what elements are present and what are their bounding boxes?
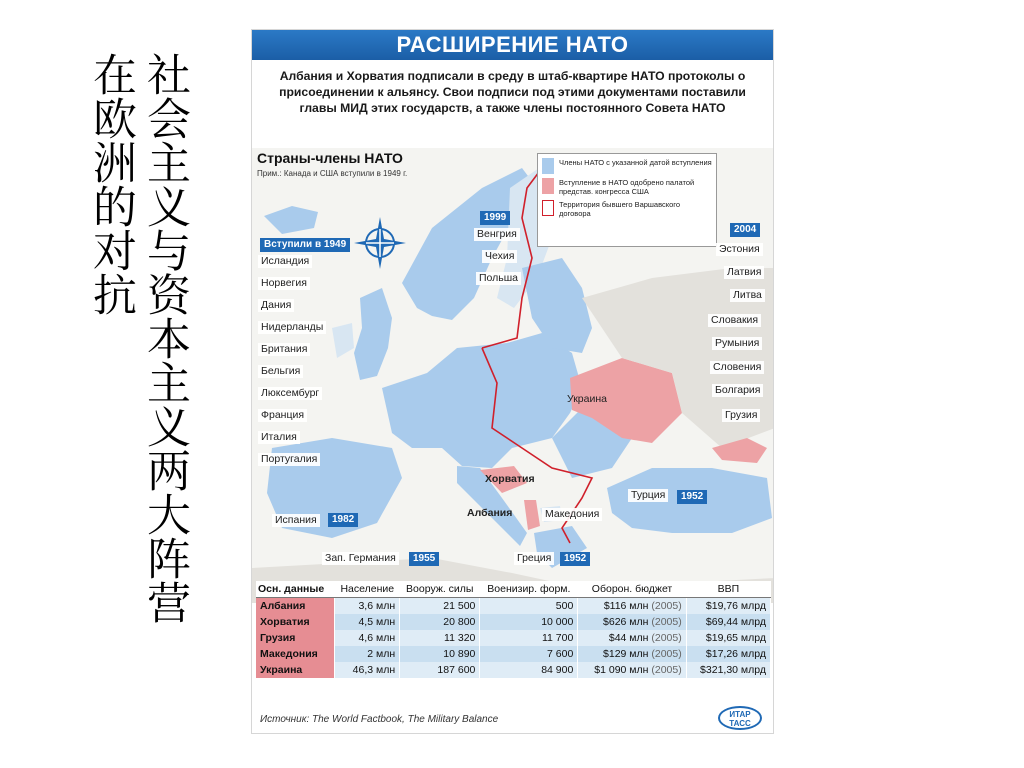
legend-label-warsaw: Территория бывшего Варшавского договора <box>559 200 681 218</box>
label-latvia: Латвия <box>724 266 764 279</box>
label-czechia: Чехия <box>482 250 517 263</box>
legend-swatch-members <box>542 158 554 174</box>
cell-paramilitary: 7 600 <box>480 646 578 662</box>
cell-population: 3,6 млн <box>335 598 400 615</box>
label-netherlands: Нидерланды <box>258 321 326 334</box>
label-bulgaria: Болгария <box>712 384 763 397</box>
label-lithuania: Литва <box>730 289 765 302</box>
label-poland: Польша <box>476 272 521 285</box>
label-estonia: Эстония <box>716 243 763 256</box>
budget-amount: $1 090 млн <box>594 664 649 676</box>
legend-label-members: Члены НАТО с указанной датой вступления <box>559 158 712 167</box>
budget-year: (2005) <box>651 600 682 612</box>
table-header: ВВП <box>686 581 770 598</box>
candidate-data-table <box>256 581 771 678</box>
label-italy: Италия <box>258 431 300 444</box>
label-portugal: Португалия <box>258 453 320 466</box>
cell-budget <box>578 614 686 630</box>
cell-country: Хорватия <box>256 614 335 630</box>
legend-label-approved: Вступление в НАТО одобрено палатой предстaв. конгресса США <box>559 178 695 196</box>
cell-country: Македония <box>256 646 335 662</box>
label-slovakia: Словакия <box>708 314 761 327</box>
badge-2004: 2004 <box>730 223 760 237</box>
table-row <box>256 646 771 662</box>
map-note: Прим.: Канада и США вступили в 1949 г. <box>257 169 408 178</box>
cell-population: 46,3 млн <box>335 662 400 678</box>
cell-population: 2 млн <box>335 646 400 662</box>
label-france: Франция <box>258 409 307 422</box>
legend-item-warsaw <box>542 200 712 218</box>
table-header: Осн. данные <box>256 581 335 598</box>
cell-paramilitary: 10 000 <box>480 614 578 630</box>
label-macedonia: Македония <box>542 508 602 521</box>
cell-budget <box>578 630 686 646</box>
budget-year: (2005) <box>651 664 682 676</box>
badge-1952-turkey: 1952 <box>677 490 707 504</box>
budget-amount: $626 млн <box>603 616 649 628</box>
badge-1982: 1982 <box>328 513 358 527</box>
table-header: Оборон. бюджет <box>578 581 686 598</box>
badge-1999: 1999 <box>480 211 510 225</box>
cell-gdp: $69,44 млрд <box>686 614 770 630</box>
cell-gdp: $17,26 млрд <box>686 646 770 662</box>
cell-population: 4,6 млн <box>335 630 400 646</box>
legend-item-approved <box>542 178 712 196</box>
cell-population: 4,5 млн <box>335 614 400 630</box>
cell-gdp: $19,76 млрд <box>686 598 770 615</box>
map-legend <box>537 153 717 247</box>
cell-budget <box>578 646 686 662</box>
cell-paramilitary: 11 700 <box>480 630 578 646</box>
label-georgia: Грузия <box>722 409 760 422</box>
budget-amount: $44 млн <box>608 632 649 644</box>
cell-forces: 21 500 <box>400 598 480 615</box>
label-denmark: Дания <box>258 299 294 312</box>
badge-1952-greece: 1952 <box>560 552 590 566</box>
table-header-row <box>256 581 771 598</box>
table-row <box>256 630 771 646</box>
label-turkey: Турция <box>628 489 668 502</box>
table-header: Вооруж. силы <box>400 581 480 598</box>
legend-item-members <box>542 158 712 174</box>
budget-year: (2005) <box>651 648 682 660</box>
nato-expansion-infographic <box>251 29 774 734</box>
cell-forces: 187 600 <box>400 662 480 678</box>
label-spain: Испания <box>272 514 320 527</box>
label-iceland: Исландия <box>258 255 312 268</box>
cell-country: Грузия <box>256 630 335 646</box>
table-row <box>256 662 771 678</box>
label-west-germany: Зап. Германия <box>322 552 399 565</box>
budget-amount: $116 млн <box>603 600 649 612</box>
badge-1955: 1955 <box>409 552 439 566</box>
label-albania: Албания <box>467 507 513 519</box>
label-slovenia: Словения <box>710 361 764 374</box>
table-row <box>256 614 771 630</box>
label-belgium: Бельгия <box>258 365 303 378</box>
table-row <box>256 598 771 615</box>
itar-tass-logo: ИТАР ТАСС <box>718 706 762 730</box>
table-header: Население <box>335 581 400 598</box>
infographic-title: РАСШИРЕНИЕ НАТО <box>252 30 773 60</box>
label-luxembourg: Люксембург <box>258 387 322 400</box>
source-note: Источник: The World Factbook, The Military Balance <box>260 714 499 725</box>
cell-gdp: $321,30 млрд <box>686 662 770 678</box>
label-croatia: Хорватия <box>485 473 535 485</box>
slide-title-col2: 在欧洲的对抗 <box>85 52 136 316</box>
map-title: Страны-члены НАТО <box>257 150 403 166</box>
label-greece: Греция <box>514 552 554 565</box>
badge-1949: Вступили в 1949 <box>260 238 350 252</box>
label-britain: Британия <box>258 343 310 356</box>
label-ukraine: Украина <box>567 393 607 405</box>
budget-amount: $129 млн <box>603 648 649 660</box>
budget-year: (2005) <box>651 632 682 644</box>
cell-budget <box>578 662 686 678</box>
label-hungary: Венгрия <box>474 228 520 241</box>
cell-country: Албания <box>256 598 335 615</box>
table-header: Военизир. форм. <box>480 581 578 598</box>
cell-forces: 20 800 <box>400 614 480 630</box>
cell-forces: 11 320 <box>400 630 480 646</box>
slide-title-col1: 社会主义与资本主义两大阵营 <box>139 52 190 624</box>
cell-gdp: $19,65 млрд <box>686 630 770 646</box>
label-romania: Румыния <box>712 337 762 350</box>
cell-paramilitary: 500 <box>480 598 578 615</box>
infographic-lead: Албания и Хорватия подписали в среду в штаб-квартире НАТО протоколы о присоединении к альянсу. Свои подписи под этими документами поставили главы МИД этих государств, а также члены постоянного Совета НАТО <box>279 69 746 115</box>
cell-budget <box>578 598 686 615</box>
cell-forces: 10 890 <box>400 646 480 662</box>
legend-swatch-approved <box>542 178 554 194</box>
cell-country: Украина <box>256 662 335 678</box>
cell-paramilitary: 84 900 <box>480 662 578 678</box>
label-norway: Норвегия <box>258 277 310 290</box>
legend-swatch-warsaw <box>542 200 554 216</box>
budget-year: (2005) <box>651 616 682 628</box>
